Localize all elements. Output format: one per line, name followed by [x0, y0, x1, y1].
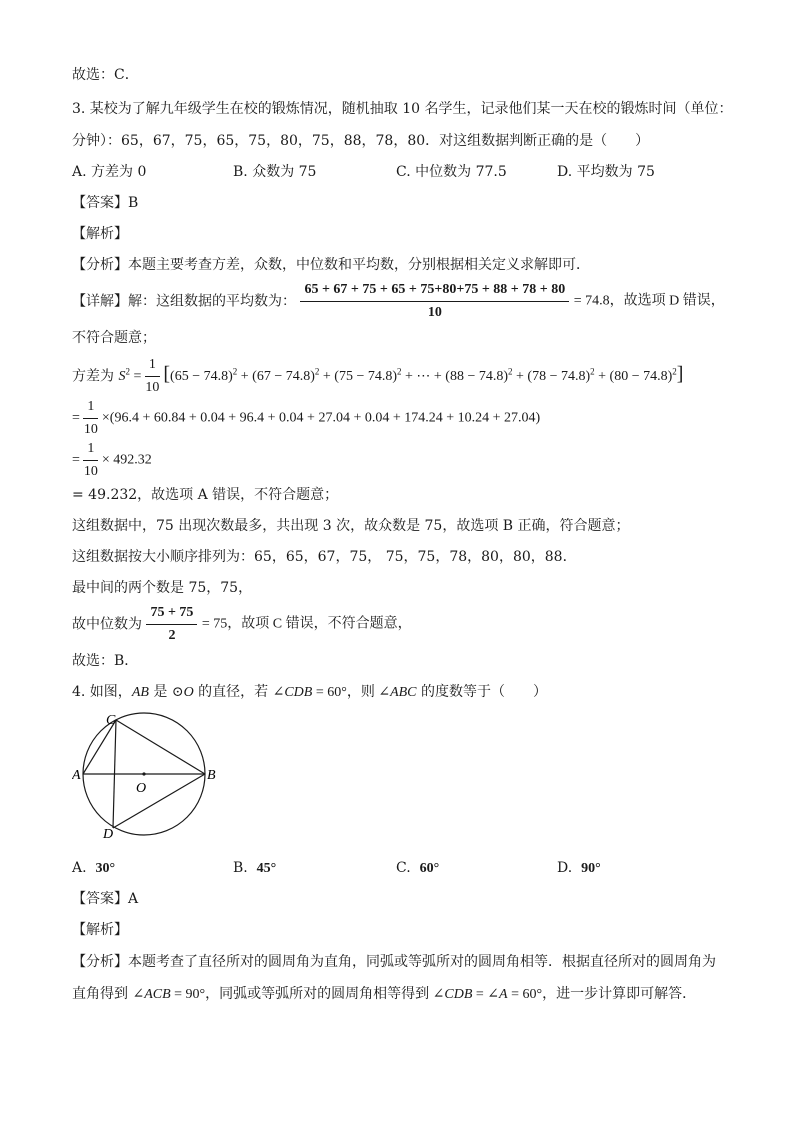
q4-cdb: CDB: [284, 685, 313, 700]
center-point: [142, 772, 145, 775]
label-a: A: [72, 768, 81, 783]
segment-ca: [83, 720, 116, 774]
q3-variance-expression: $S^2$ = $\frac{1}{10}$ [$(65 - 74.8)^2 + (67 - 74.8)^2 + (75 - 74.8)^2$ + ⋯ + $(88 - 74.8)^2 + (78 - 74.8)^2 + (80 - 74.8)^2$]: [118, 357, 684, 395]
q3-mean-suffix: = 74.8，故选项 D 错误，: [573, 293, 725, 309]
q3-conclusion: 故选：B．: [72, 653, 139, 669]
q3-variance-product: × 492.32: [101, 452, 152, 468]
q4-abc: ABC: [390, 685, 417, 700]
segment-db: [113, 774, 205, 828]
q3-analysis: 【分析】本题主要考查方差，众数，中位数和平均数，分别根据相关定义求解即可．: [72, 257, 590, 273]
q4-mid: 是 ⊙: [148, 684, 184, 700]
q4-analysis-heading: 【解析】: [72, 922, 128, 938]
q3-mean-fraction: [300, 281, 569, 322]
q3-median-line: [72, 604, 412, 645]
q3-median-denominator: 2: [168, 628, 176, 643]
q3-middle-line: 最中间的两个数是 75，75，: [72, 580, 253, 596]
q3-detail-prefix: 【详解】解：这组数据的平均数为：: [72, 293, 296, 310]
q4-eq: = 60°，则 ∠: [312, 685, 391, 700]
q4-answer: 【答案】A: [72, 891, 139, 907]
label-o: O: [136, 781, 147, 796]
q4-analysis-line-1: 【分析】本题考查了直径所对的圆周角为直角，同弧或等弧所对的圆周角相等．根据直径所对的圆周角为: [72, 954, 716, 970]
segment-cb: [116, 720, 205, 774]
q4-option-c: C. 60°: [396, 860, 440, 876]
q3-answer: 【答案】B: [72, 195, 139, 211]
q4-option-b: B. 45°: [233, 860, 277, 876]
q3-sorted-line: 这组数据按大小顺序排列为：65，65，67，75， 75，75，78，80，80，88．: [72, 549, 577, 565]
q3-variance-sum: 96.4 + 60.84 + 0.04 + 96.4 + 0.04 + 27.04 + 0.04 + 174.24 + 10.24 + 27.04: [114, 410, 536, 426]
q3-detail-line-2: 不符合题意；: [72, 330, 156, 346]
q3-median-suffix: = 75，故项 C 错误，不符合题意，: [201, 616, 412, 632]
q3-median-prefix: 故中位数为: [72, 616, 142, 633]
q4-analysis-line-2: 直角得到 ∠ACB = 90°，同弧或等弧所对的圆周角相等得到 ∠CDB = ∠A = 60°，进一步计算即可解答．: [72, 986, 697, 1002]
q3-variance-line: [72, 356, 683, 397]
q3-median-fraction: [146, 604, 197, 645]
q3-mean-numerator: 65 + 67 + 75 + 65 + 75+80+75 + 88 + 78 + 80: [300, 281, 569, 302]
q3-analysis-heading: 【解析】: [72, 226, 128, 242]
q4-o: O: [183, 685, 194, 700]
q3-variance-line-2: = $\frac{1}{10}$ ×(96.4 + 60.84 + 0.04 + 96.4 + 0.04 + 27.04 + 0.04 + 174.24 + 10.24 + 27.04): [72, 399, 541, 437]
q3-option-d: D. 平均数为 75: [557, 164, 655, 180]
q4-prefix: 4. 如图，: [72, 684, 132, 700]
circle-geometry-figure: [72, 710, 232, 840]
q3-variance-result: = 49.232，故选项 A 错误，不符合题意；: [72, 487, 339, 503]
q3-option-b: B. 众数为 75: [233, 164, 317, 180]
q4-option-a: A. 30°: [72, 860, 116, 876]
q3-mean-denominator: 10: [427, 305, 442, 320]
question-4-line-1: [72, 683, 547, 702]
q4-ab: AB: [131, 685, 149, 700]
q3-option-c: C. 中位数为 77.5: [396, 164, 507, 180]
label-c: C: [106, 713, 116, 728]
q4-mid2: 的直径，若 ∠: [193, 684, 285, 700]
q3-variance-line-3: = $\frac{1}{10}$ × 492.32: [72, 441, 152, 479]
q3-median-numerator: 75 + 75: [146, 604, 197, 625]
question-3-line-1: 3. 某校为了解九年级学生在校的锻炼情况，随机抽取 10 名学生，记录他们某一天在校的锻炼时间（单位：: [72, 101, 733, 117]
label-d: D: [103, 827, 114, 840]
q3-option-a: A. 方差为 0: [72, 164, 147, 180]
q3-variance-prefix: 方差为: [72, 368, 114, 385]
question-3-line-2: 分钟）：65，67，75，65，75，80，75，88，78，80．对这组数据判断正确的是（ ）: [72, 133, 650, 149]
previous-answer-line: 故选：C．: [72, 67, 139, 83]
q4-option-d: D. 90°: [557, 860, 601, 876]
q3-mode-line: 这组数据中，75 出现次数最多，共出现 3 次，故众数是 75，故选项 B 正确，符合题意；: [72, 518, 630, 534]
q3-mean-line: [72, 281, 725, 322]
q4-suffix: 的度数等于（ ）: [416, 684, 547, 700]
label-b: B: [207, 768, 216, 783]
